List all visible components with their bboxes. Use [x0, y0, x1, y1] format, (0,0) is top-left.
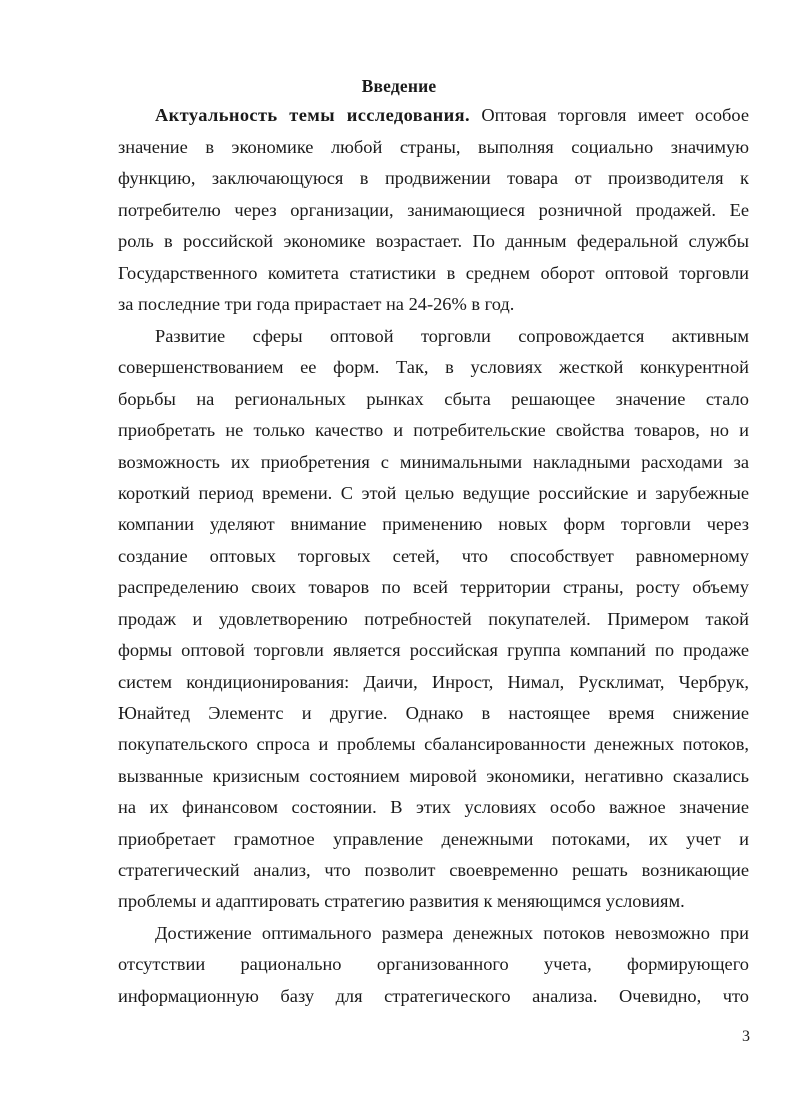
- paragraph-2-line-1: Развитие сферы оптовой торговли сопровождается активным: [155, 326, 749, 346]
- paragraph-1-line-6: Государственного комитета статистики в среднем оборот оптовой торговли: [118, 263, 749, 283]
- paragraph-2-line-3: борьбы на региональных рынках сбыта решающее значение стало: [118, 389, 749, 409]
- paragraph-2-line-16: на их финансовом состоянии. В этих условиях особо важное значение: [118, 797, 749, 817]
- paragraph-2-line-8: создание оптовых торговых сетей, что способствует равномерному: [118, 546, 749, 566]
- paragraph-2-line-17: приобретает грамотное управление денежными потоками, их учет и: [118, 829, 749, 849]
- paragraph-2-line-2: совершенствованием ее форм. Так, в условиях жесткой конкурентной: [118, 357, 749, 377]
- section-heading: Введение: [361, 76, 437, 96]
- paragraph-3-line-2: отсутствии рационально организованного учета, формирующего: [118, 954, 749, 974]
- paragraph-3-line-1: Достижение оптимального размера денежных потоков невозможно при: [155, 923, 749, 943]
- paragraph-1-line-3: функцию, заключающуюся в продвижении товара от производителя к: [118, 168, 749, 188]
- paragraph-1-line-1: [155, 103, 749, 127]
- paragraph-1-line-4: потребителю через организации, занимающиеся розничной продажей. Ее: [118, 200, 749, 220]
- paragraph-2-line-18: стратегический анализ, что позволит своевременно решать возникающие: [118, 860, 749, 880]
- paragraph-3-line-3: информационную базу для стратегического анализа. Очевидно, что: [118, 986, 749, 1006]
- paragraph-2-line-12: систем кондиционирования: Даичи, Инрост, Нимал, Русклимат, Чербрук,: [118, 672, 749, 692]
- paragraph-1-lead: Актуальность темы исследования.: [155, 105, 471, 125]
- paragraph-2-line-14: покупательского спроса и проблемы сбалансированности денежных потоков,: [118, 734, 749, 754]
- paragraph-1-line-2: значение в экономике любой страны, выполняя социально значимую: [118, 137, 749, 157]
- paragraph-2-line-19: проблемы и адаптировать стратегию развития к меняющимся условиям.: [118, 891, 685, 911]
- paragraph-2-line-11: формы оптовой торговли является российская группа компаний по продаже: [118, 640, 749, 660]
- page-number: 3: [742, 1028, 750, 1045]
- paragraph-2-line-7: компании уделяют внимание применению новых форм торговли через: [118, 514, 749, 534]
- paragraph-1-line-1-text: Оптовая торговля имеет особое: [470, 105, 749, 125]
- paragraph-2-line-6: короткий период времени. С этой целью ведущие российские и зарубежные: [118, 483, 749, 503]
- paragraph-2-line-10: продаж и удовлетворению потребностей покупателей. Примером такой: [118, 609, 749, 629]
- paragraph-2-line-4: приобретать не только качество и потребительские свойства товаров, но и: [118, 420, 749, 440]
- paragraph-2-line-15: вызванные кризисным состоянием мировой экономики, негативно сказались: [118, 766, 749, 786]
- paragraph-2-line-13: Юнайтед Элементс и другие. Однако в настоящее время снижение: [118, 703, 749, 723]
- paragraph-2-line-5: возможность их приобретения с минимальными накладными расходами за: [118, 452, 749, 472]
- paragraph-1-line-7: за последние три года прирастает на 24-26% в год.: [118, 294, 515, 314]
- paragraph-2-line-9: распределению своих товаров по всей территории страны, росту объему: [118, 577, 749, 597]
- paragraph-1-line-5: роль в российской экономике возрастает. По данным федеральной службы: [118, 231, 749, 251]
